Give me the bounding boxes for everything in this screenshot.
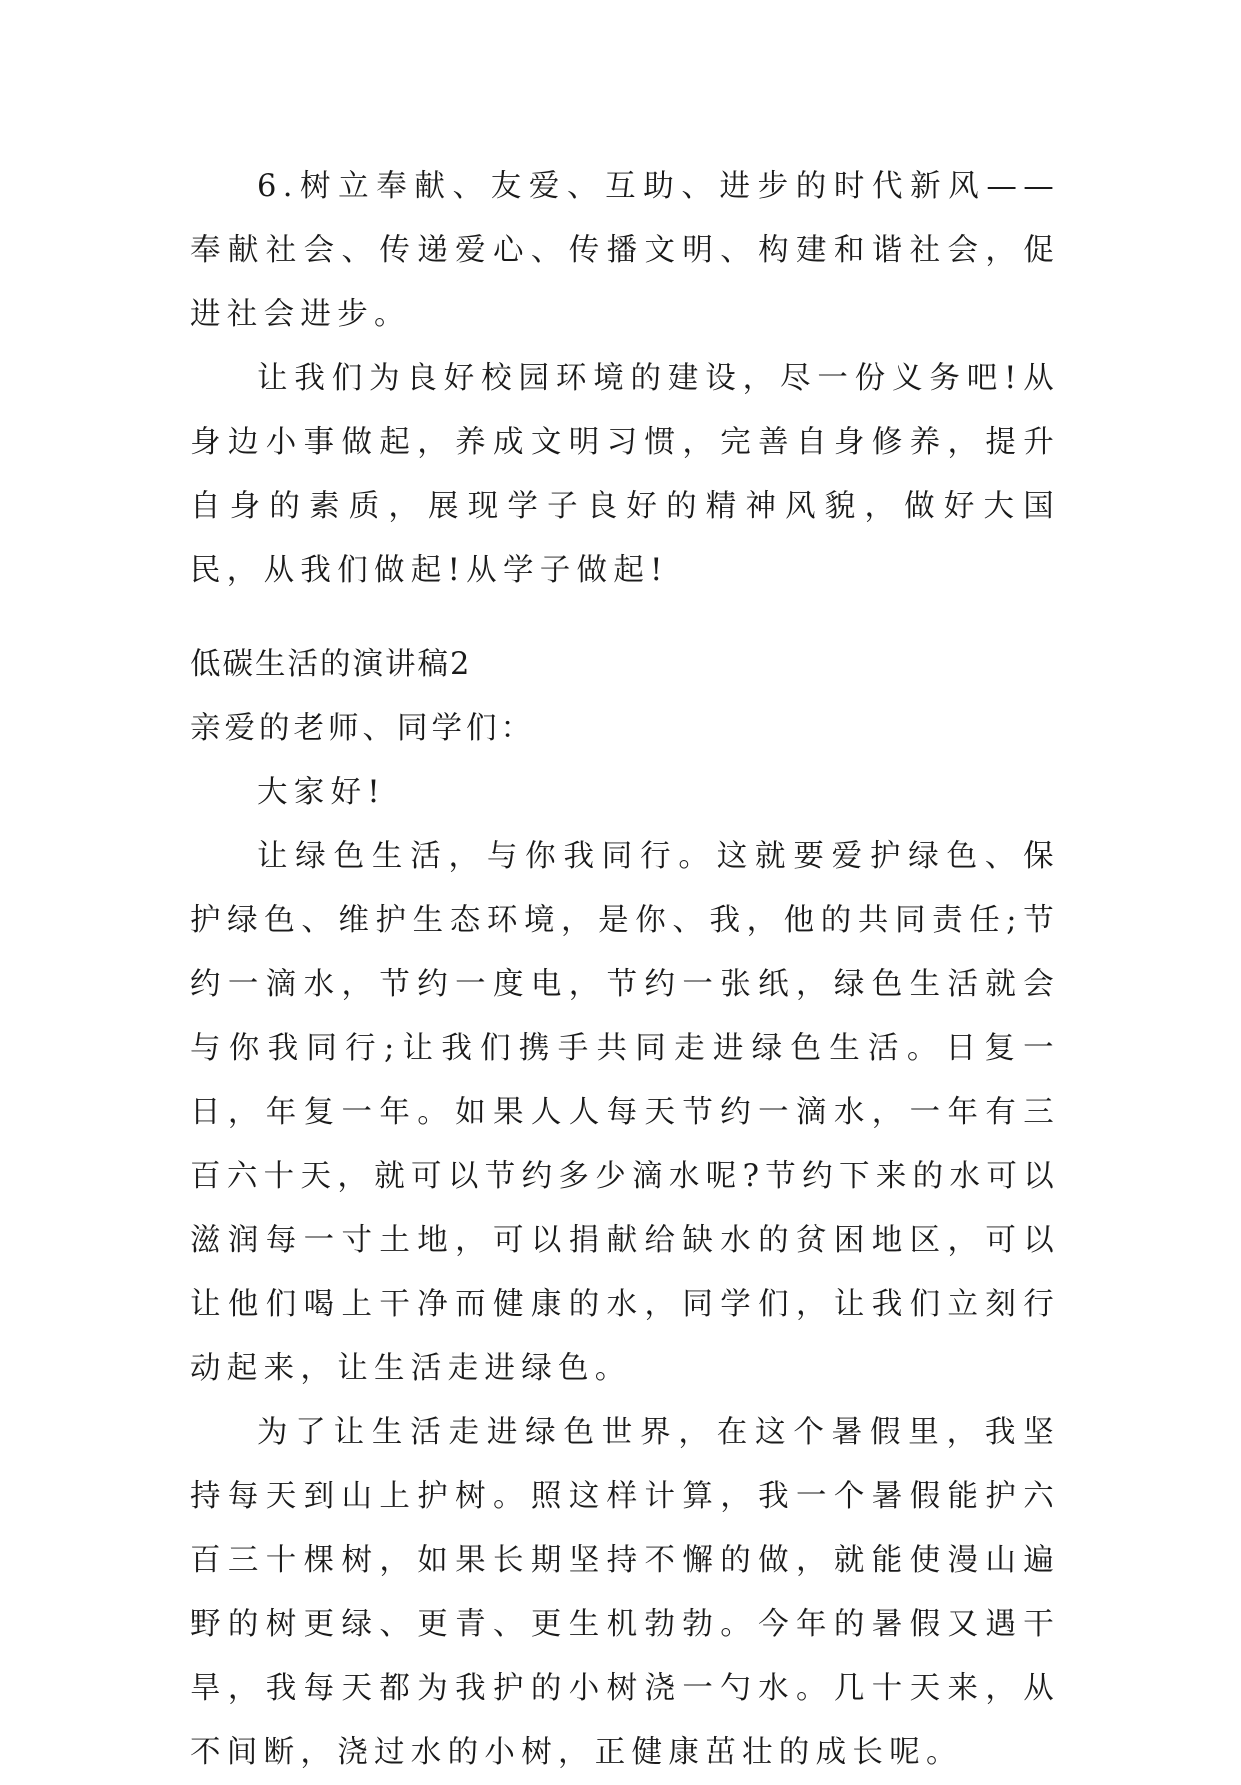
section-title: 低碳生活的演讲稿2: [190, 647, 472, 682]
paragraph-tree-care: 为了让生活走进绿色世界，在这个暑假里，我坚持每天到山上护树。照这样计算，我一个暑假能护六百三十棵树，如果长期坚持不懈的做，就能使漫山遍野的树更绿、更青、更生机勃勃。今年的暑假又遇干旱，我每天都为我护的小树浇一勺水。几十天来，从不间断，浇过水的小树，正健康茁壮的成长呢。: [190, 1415, 1060, 1770]
greeting: 大家好!: [257, 775, 386, 810]
salutation: 亲爱的老师、同学们：: [190, 711, 535, 746]
document-body: [190, 155, 1060, 1785]
paragraph-closing-appeal: 让我们为良好校园环境的建设，尽一份义务吧!从身边小事做起，养成文明习惯，完善自身修养，提升自身的素质，展现学子良好的精神风貌，做好大国民，从我们做起!从学子做起!: [190, 361, 1060, 588]
paragraph-green-life: 让绿色生活，与你我同行。这就要爱护绿色、保护绿色、维护生态环境，是你、我，他的共同责任;节约一滴水，节约一度电，节约一张纸，绿色生活就会与你我同行;让我们携手共同走进绿色生活。日复一日，年复一年。如果人人每天节约一滴水，一年有三百六十天，就可以节约多少滴水呢?节约下来的水可以滋润每一寸土地，可以捐献给缺水的贫困地区，可以让他们喝上干净而健康的水，同学们，让我们立刻行动起来，让生活走进绿色。: [190, 839, 1060, 1386]
paragraph-item-6: 6.树立奉献、友爱、互助、进步的时代新风——奉献社会、传递爱心、传播文明、构建和谐社会，促进社会进步。: [190, 169, 1060, 332]
section-gap: [190, 603, 1060, 633]
